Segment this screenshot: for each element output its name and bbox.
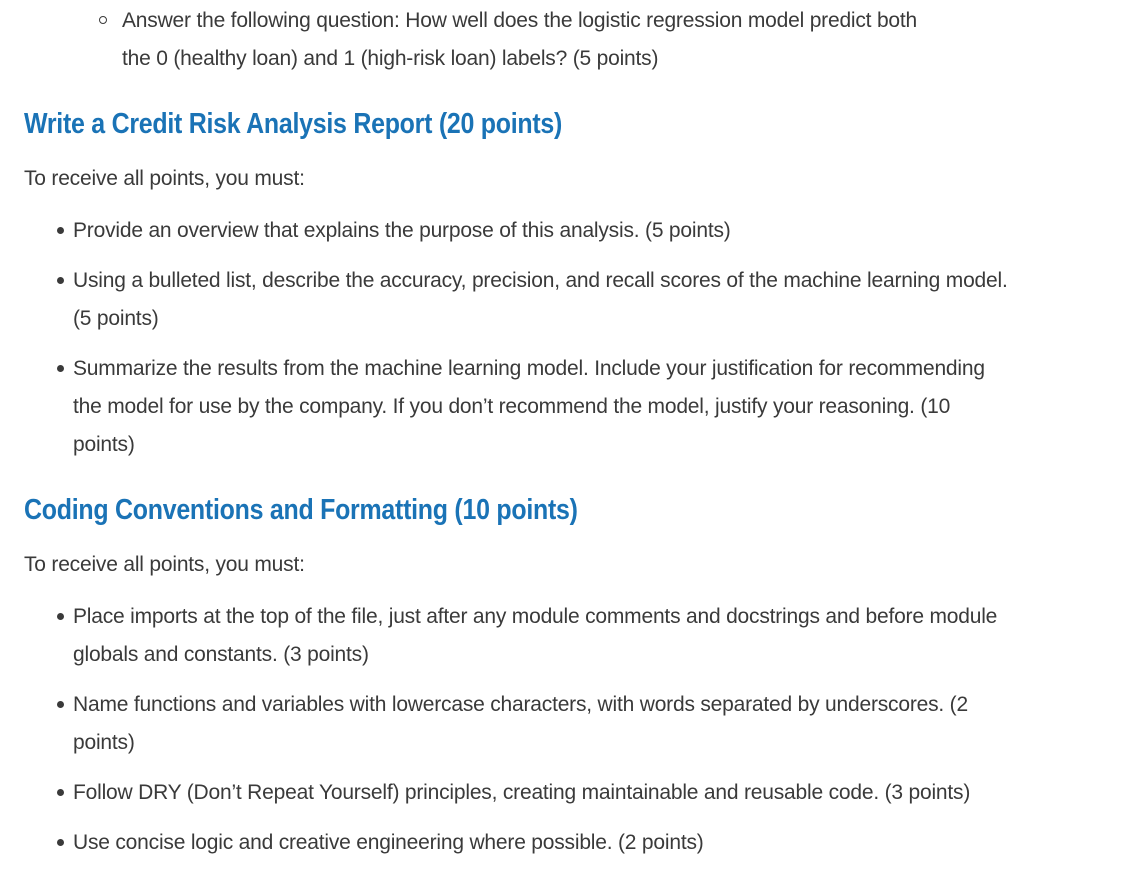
section-intro-text: To receive all points, you must: xyxy=(24,167,305,190)
list-item: Name functions and variables with lowercase characters, with words separated by underscores. (2 points) xyxy=(73,686,1013,762)
list-item: Using a bulleted list, describe the accuracy, precision, and recall scores of the machine learning model. (5 points) xyxy=(73,262,1013,338)
coding-conventions-requirements-list xyxy=(0,598,1146,862)
list-item: Follow DRY (Don’t Repeat Yourself) principles, creating maintainable and reusable code. (3 points) xyxy=(73,774,1013,812)
list-item: Provide an overview that explains the purpose of this analysis. (5 points) xyxy=(73,212,1013,250)
section-heading-credit-risk-analysis-report: Write a Credit Risk Analysis Report (20 points) xyxy=(24,108,563,140)
list-item: Place imports at the top of the file, just after any module comments and docstrings and before module globals and constants. (3 points) xyxy=(73,598,1013,674)
list-item: Answer the following question: How well does the logistic regression model predict both the 0 (healthy loan) and 1 (high-risk loan) labels? (5 points) xyxy=(122,2,942,78)
list-item: Summarize the results from the machine learning model. Include your justification for recommending the model for use by the company. If you don’t recommend the model, justify your reasoning. (10 points) xyxy=(73,350,1013,464)
section-heading-coding-conventions: Coding Conventions and Formatting (10 points) xyxy=(24,494,578,526)
credit-risk-report-requirements-list xyxy=(0,212,1146,464)
preamble-sub-bullet-list xyxy=(0,2,1146,78)
section-intro-text: To receive all points, you must: xyxy=(24,553,305,576)
list-item: Use concise logic and creative engineering where possible. (2 points) xyxy=(73,824,1013,862)
